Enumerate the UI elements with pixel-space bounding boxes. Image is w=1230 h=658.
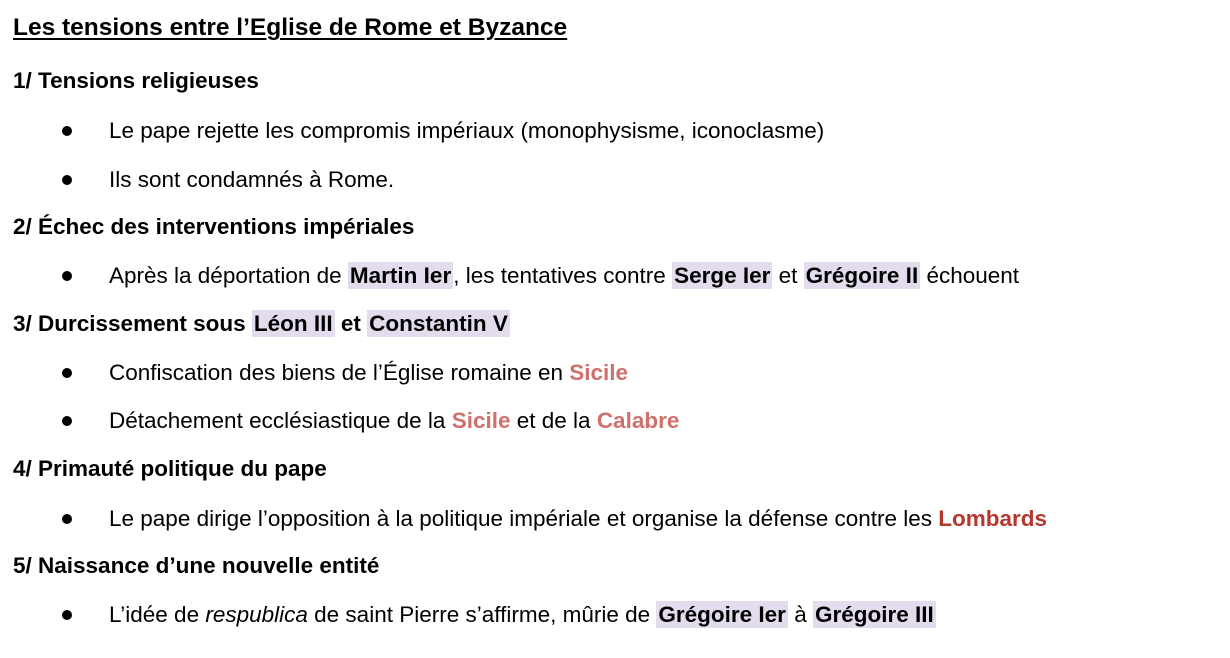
- bullet-icon: [62, 126, 72, 136]
- text-run: à: [787, 602, 813, 627]
- list-item-text: [109, 506, 1047, 532]
- list-item-text: [109, 360, 628, 386]
- text-run: , les tentatives contre: [453, 263, 673, 288]
- text-run: de saint Pierre s’affirme, mûrie de: [307, 602, 657, 627]
- list-item-text: [109, 602, 936, 628]
- list-item-text: [109, 263, 1019, 289]
- section-heading-4: 4/ Primauté politique du pape: [13, 456, 327, 481]
- section-heading-5: 5/ Naissance d’une nouvelle entité: [13, 553, 380, 578]
- text-run: Le pape dirige l’opposition à la politique impériale et organise la défense contre les: [109, 506, 939, 531]
- place-name: Sicile: [569, 360, 629, 385]
- highlighted-name: Léon III: [253, 311, 333, 336]
- bullet-icon: [62, 368, 72, 378]
- list-item-text: Ils sont condamnés à Rome.: [109, 167, 395, 192]
- bullet-icon: [62, 175, 72, 185]
- bullet-icon: [62, 416, 72, 426]
- section-heading-3: [13, 311, 510, 337]
- text-run: et de la: [510, 408, 597, 433]
- highlighted-name: Constantin V: [369, 311, 508, 336]
- text-run: et: [772, 263, 804, 288]
- text-run: échouent: [920, 263, 1020, 288]
- highlighted-name: Grégoire III: [814, 602, 934, 627]
- list-item-text: Le pape rejette les compromis impériaux (monophysisme, iconoclasme): [109, 118, 825, 143]
- highlighted-name: Martin Ier: [349, 263, 452, 288]
- place-name: Calabre: [596, 408, 680, 433]
- text-run: Détachement ecclésiastique de la: [109, 408, 452, 433]
- bullet-icon: [62, 271, 72, 281]
- highlighted-name: Grégoire Ier: [658, 602, 786, 627]
- enemy-name: Lombards: [938, 506, 1048, 531]
- text-run: Confiscation des biens de l’Église romaine en: [109, 360, 570, 385]
- highlighted-name: Serge Ier: [674, 263, 771, 288]
- text-run: L’idée de: [109, 602, 206, 627]
- list-item-text: [109, 408, 679, 434]
- bullet-icon: [62, 514, 72, 524]
- section-heading-2: 2/ Échec des interventions impériales: [13, 214, 415, 239]
- highlighted-name: Grégoire II: [805, 263, 919, 288]
- text-run: 3/ Durcissement sous: [13, 311, 252, 336]
- text-run: et: [334, 311, 368, 336]
- italic-term: respublica: [205, 602, 308, 627]
- section-heading-1: 1/ Tensions religieuses: [13, 68, 259, 93]
- place-name: Sicile: [451, 408, 511, 433]
- bullet-icon: [62, 610, 72, 620]
- text-run: Après la déportation de: [109, 263, 348, 288]
- document-title: Les tensions entre l’Eglise de Rome et Byzance: [13, 14, 568, 41]
